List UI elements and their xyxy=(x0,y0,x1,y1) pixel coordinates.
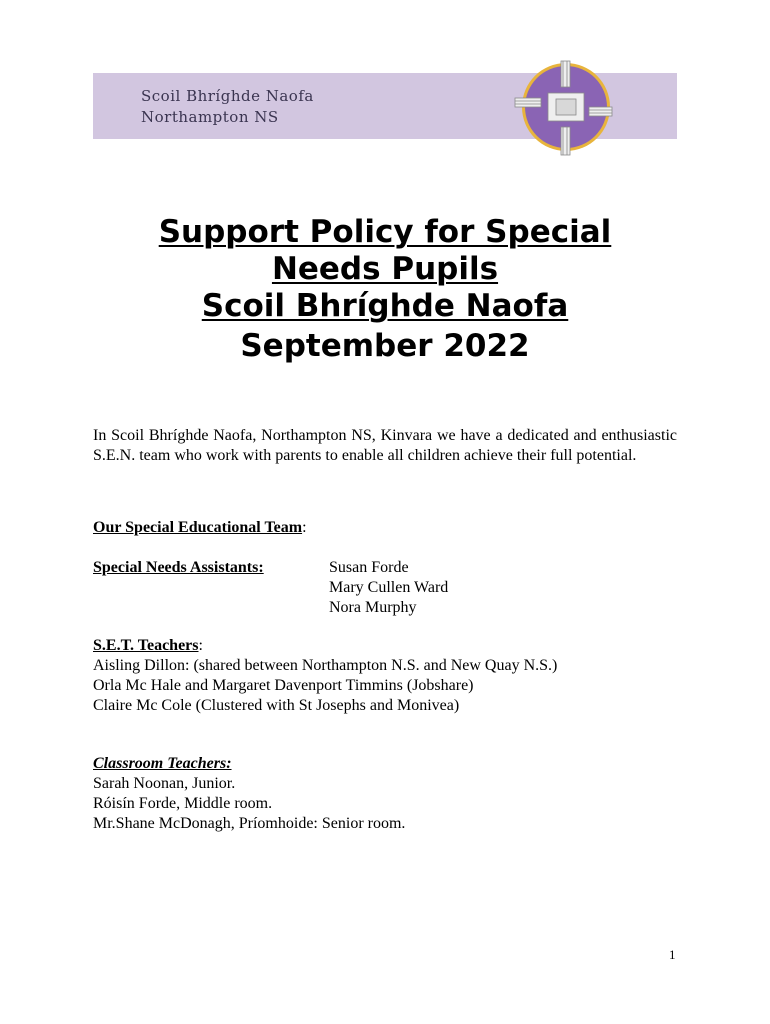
set-heading-row xyxy=(93,636,677,656)
sna-name: Mary Cullen Ward xyxy=(329,579,449,596)
classroom-teacher-line: Mr.Shane McDonagh, Príomhoide: Senior room. xyxy=(93,815,406,832)
intro-paragraph: In Scoil Bhríghde Naofa, Northampton NS, Kinvara we have a dedicated and enthusiastic S.E.N. team who work with parents to enable all children achieve their full potential. xyxy=(93,427,677,464)
school-name xyxy=(141,86,314,128)
classroom-heading: Classroom Teachers: xyxy=(93,755,232,772)
document-title xyxy=(0,214,770,366)
title-line-2: Needs Pupils xyxy=(271,251,499,287)
team-heading-suffix: : xyxy=(302,519,307,536)
title-line-3: Scoil Bhríghde Naofa xyxy=(201,288,569,324)
team-heading: Our Special Educational Team xyxy=(93,519,303,536)
school-name-line1: Scoil Bhríghde Naofa xyxy=(141,87,314,105)
set-heading: S.E.T. Teachers xyxy=(93,637,199,654)
school-name-line2: Northampton NS xyxy=(141,108,279,126)
team-heading-row xyxy=(93,518,677,538)
sna-name: Susan Forde xyxy=(329,559,409,576)
brigid-cross-logo-icon xyxy=(513,59,613,157)
set-teacher-line: Claire Mc Cole (Clustered with St Josephs and Monivea) xyxy=(93,697,460,714)
set-heading-suffix: : xyxy=(198,637,203,654)
set-section xyxy=(93,636,677,716)
title-date: September 2022 xyxy=(240,328,530,364)
page-number: 1 xyxy=(669,947,676,962)
set-teacher-line: Orla Mc Hale and Margaret Davenport Timmins (Jobshare) xyxy=(93,677,474,694)
classroom-teacher-line: Róisín Forde, Middle room. xyxy=(93,795,273,812)
set-teacher-line: Aisling Dillon: (shared between Northampton N.S. and New Quay N.S.) xyxy=(93,657,558,674)
classroom-teacher-line: Sarah Noonan, Junior. xyxy=(93,775,236,792)
classroom-section xyxy=(93,754,677,834)
sna-list xyxy=(329,558,448,618)
sna-name: Nora Murphy xyxy=(329,599,417,616)
title-line-1: Support Policy for Special xyxy=(158,214,612,250)
sna-heading: Special Needs Assistants: xyxy=(93,559,264,576)
